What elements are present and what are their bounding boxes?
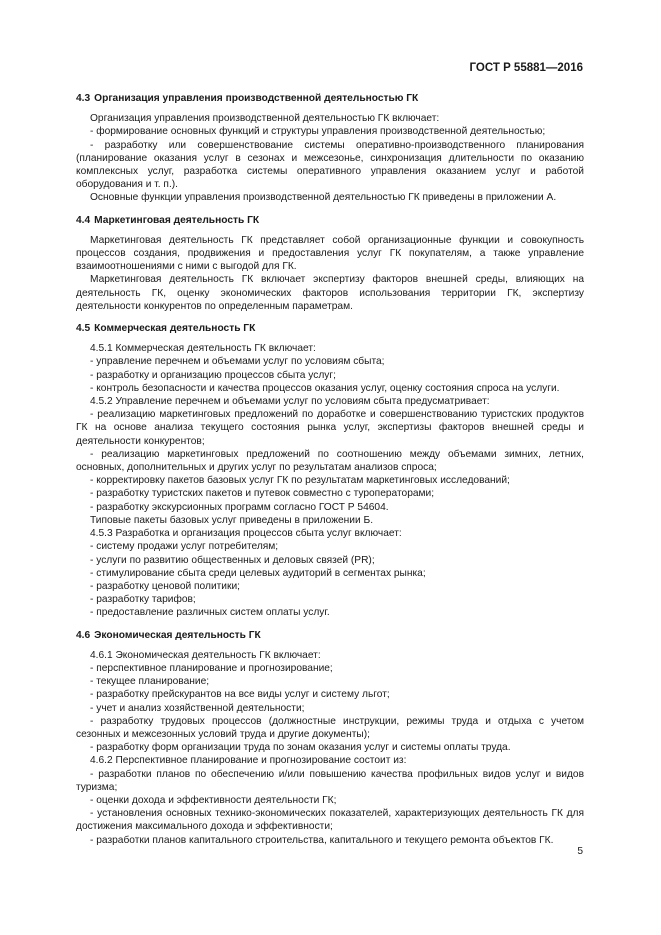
list-item: - разработку ценовой политики; — [90, 580, 240, 592]
list-item: - разработку форм организации труда по зонам оказания услуг и системы оплаты труда. — [90, 742, 511, 754]
list-item: - управление перечнем и объемами услуг по условиям сбыта; — [90, 356, 385, 368]
section-heading: 4.6 Экономическая деятельность ГК — [76, 629, 261, 641]
list-item: - предоставление различных систем оплаты услуг. — [90, 607, 330, 619]
list-item: - разработку и организацию процессов сбыта услуг; — [90, 369, 336, 381]
list-item: - разработку трудовых процессов (должностные инструкции, режимы труда и отдыха с учетом сезонных и межсезонных условий труда и другие документы); — [76, 715, 584, 740]
section-4-5 — [76, 322, 584, 619]
section-4-4 — [76, 214, 584, 313]
paragraph: Основные функции управления производственной деятельностью ГК приведены в приложении А. — [90, 192, 557, 204]
list-item: - разработку или совершенствование системы оперативно-производственного планирования (планирование оказания услуг в сезонах и межсезонье, синхронизация длительности по оказанию комплексных услуг, разработка системы оперативного управления оказанием услуг и работой оборудования и т. п.). — [76, 139, 584, 191]
list-item: - разработки планов по обеспечению и/или повышению качества профильных видов услуг и видов туризма; — [76, 768, 584, 793]
list-item: - контроль безопасности и качества процессов оказания услуг, оценку состояния спроса на услуги. — [90, 382, 560, 394]
section-heading: 4.4 Маркетинговая деятельность ГК — [76, 214, 260, 226]
list-item: - установления основных технико-экономических показателей, характеризующих деятельность ГК для достижения максимального дохода и эффективности; — [76, 808, 584, 833]
list-item: - разработку экскурсионных программ согласно ГОСТ Р 54604. — [90, 501, 389, 513]
paragraph: 4.5.2 Управление перечнем и объемами услуг по условиям сбыта предусматривает: — [90, 396, 490, 408]
section-heading: 4.5 Коммерческая деятельность ГК — [76, 323, 256, 335]
list-item: - реализацию маркетинговых предложений по доработке и совершенствованию туристских продуктов ГК на основе анализа текущего состояния рынка услуг, экспертизы факторов внешней среды и деятельности конкурентов; — [76, 409, 584, 447]
paragraph: 4.5.3 Разработка и организация процессов сбыта услуг включает: — [90, 528, 402, 540]
list-item: - разработки планов капитального строительства, капитального и текущего ремонта объектов ГК. — [90, 834, 554, 846]
list-item: - учет и анализ хозяйственной деятельности; — [90, 702, 305, 714]
list-item: - стимулирование сбыта среди целевых аудиторий в сегментах рынка; — [90, 567, 426, 579]
list-item: - разработку тарифов; — [90, 594, 196, 606]
paragraph: Маркетинговая деятельность ГК включает экспертизу факторов внешней среды, влияющих на деятельность ГК, оценку экономических факторов использования территории ГК, экспертизу деятельности конкурентов по определенным параметрам. — [76, 274, 584, 312]
list-item: - оценки дохода и эффективности деятельности ГК; — [90, 794, 337, 806]
section-heading: 4.3 Организация управления производственной деятельностью ГК — [76, 93, 419, 104]
list-item: - услуги по развитию общественных и деловых связей (PR); — [90, 554, 375, 566]
list-item: - текущее планирование; — [90, 676, 210, 688]
document-header-code: ГОСТ Р 55881—2016 — [469, 62, 583, 74]
list-item: - разработку туристских пакетов и путевок совместно с туроператорами; — [90, 488, 435, 500]
page-number: 5 — [577, 846, 583, 857]
paragraph: 4.6.2 Перспективное планирование и прогнозирование состоит из: — [90, 755, 407, 767]
list-item: - перспективное планирование и прогнозирование; — [90, 662, 333, 674]
document-body — [76, 92, 584, 856]
paragraph: 4.6.1 Экономическая деятельность ГК включает: — [90, 649, 321, 661]
paragraph: Маркетинговая деятельность ГК представляет собой организационные функции и совокупность процессов создания, продвижения и предоставления услуг ГК покупателям, а также управление взаимоотношениями с ними с выгодой для ГК. — [76, 234, 584, 273]
section-4-6 — [76, 629, 584, 847]
list-item: - корректировку пакетов базовых услуг ГК по результатам маркетинговых исследований; — [90, 475, 510, 487]
paragraph: Организация управления производственной деятельностью ГК включает: — [90, 113, 440, 125]
list-item: - реализацию маркетинговых предложений по соотношению между объемами зимних, летних, основных, дополнительных и других услуг по результатам анализов спроса; — [76, 448, 584, 474]
paragraph: 4.5.1 Коммерческая деятельность ГК включает: — [90, 343, 316, 355]
section-4-3 — [76, 92, 584, 205]
list-item: - формирование основных функций и структуры управления производственной деятельностью; — [90, 126, 546, 138]
paragraph: Типовые пакеты базовых услуг приведены в приложении Б. — [90, 514, 374, 526]
list-item: - систему продажи услуг потребителям; — [90, 541, 279, 553]
list-item: - разработку прейскурантов на все виды услуг и систему льгот; — [90, 689, 390, 701]
